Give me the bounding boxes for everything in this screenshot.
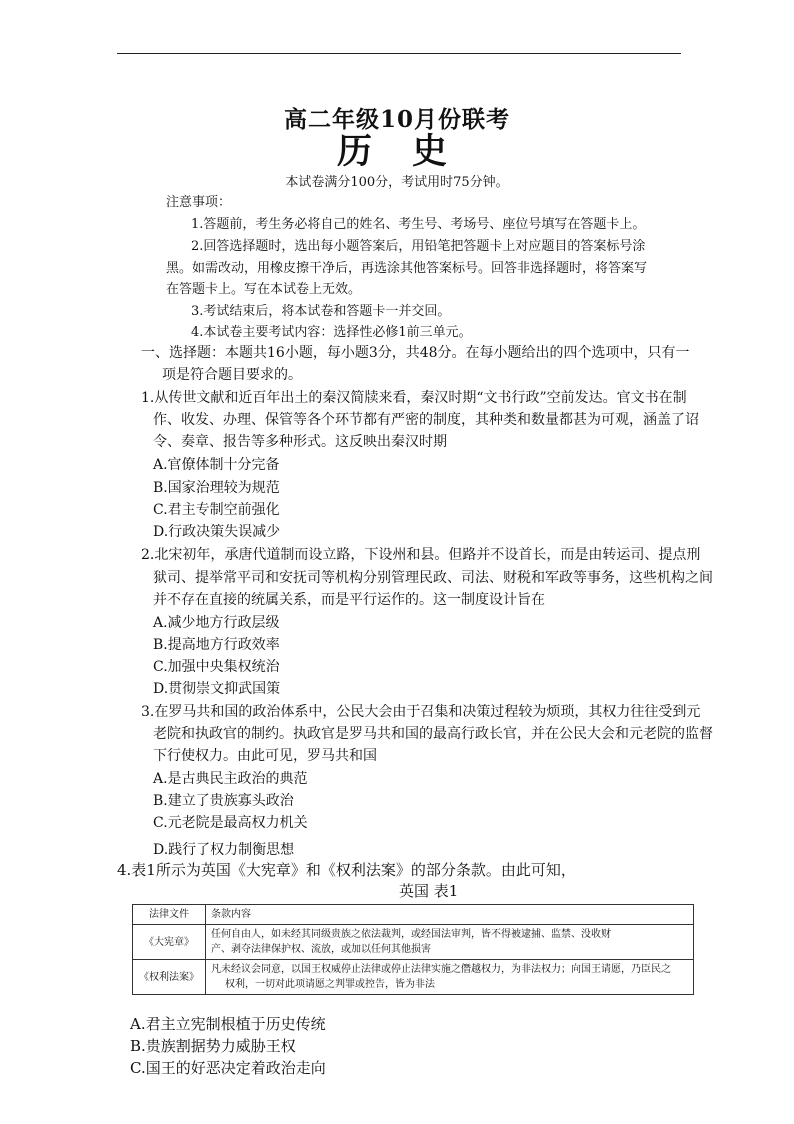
q1-option-b: B.国家治理较为规范 xyxy=(153,480,280,496)
q2-stem-line-3: 并不存在直接的统属关系，而是平行运作的。这一制度设计旨在 xyxy=(153,592,545,608)
note-2-line-2: 黑。如需改动，用橡皮擦干净后，再选涂其他答案标号。回答非选择题时，将答案写 xyxy=(166,261,648,276)
q3-stem-line-3: 下行使权力。由此可见，罗马共和国 xyxy=(153,748,377,764)
q1-stem-line-2: 作、收发、办理、保管等各个环节都有严密的制度，其种类和数量都甚为可观，涵盖了诏 xyxy=(153,412,699,428)
q1-option-c: C.君主专制空前强化 xyxy=(153,502,280,518)
q1-stem-line-1: 1.从传世文献和近百年出土的秦汉简牍来看，秦汉时期“文书行政”空前发达。官文书在制 xyxy=(141,390,687,406)
q1-option-a: A.官僚体制十分完备 xyxy=(153,457,280,473)
q4-stem: 4.表1所示为英国《大宪章》和《权利法案》的部分条款。由此可知， xyxy=(117,861,576,879)
table-cell-content xyxy=(206,925,694,960)
subject-title: 历史 xyxy=(336,131,487,172)
score-info: 本试卷满分100分，考试用时75分钟。 xyxy=(285,175,509,190)
table-caption: 英国 表1 xyxy=(399,882,459,900)
q4-option-a: A.君主立宪制根植于历史传统 xyxy=(130,1015,326,1033)
content-line: 权利，一切对此项请愿之判罪或控告，皆为非法 xyxy=(225,979,435,990)
clauses-table xyxy=(132,904,694,995)
table-cell-document: 《权利法案》 xyxy=(133,960,206,995)
q2-stem-line-2: 狱司、提举常平司和安抚司等机构分别管理民政、司法、财税和军政等事务，这些机构之间 xyxy=(153,570,713,586)
exam-title: 高二年级10月份联考 xyxy=(283,106,510,133)
top-rule xyxy=(117,53,681,54)
section-1-line-2: 项是符合题目要求的。 xyxy=(162,367,302,383)
q2-option-c: C.加强中央集权统治 xyxy=(153,659,280,675)
q3-option-b: B.建立了贵族寡头政治 xyxy=(153,793,294,809)
note-1: 1.答题前，考生务必将自己的姓名、考生号、考场号、座位号填写在答题卡上。 xyxy=(191,217,646,232)
content-line: 凡未经议会同意，以国王权威停止法律或停止法律实施之僭越权力，为非法权力；向国王请愿，乃臣民之 xyxy=(211,964,671,975)
q4-option-b: B.贵族割据势力威胁王权 xyxy=(130,1037,296,1055)
q2-option-b: B.提高地方行政效率 xyxy=(153,637,280,653)
table-header-row xyxy=(133,905,694,925)
q3-option-d: D.践行了权力制衡思想 xyxy=(153,842,295,858)
table-row xyxy=(133,960,694,995)
note-2-line-1: 2.回答选择题时，选出每小题答案后，用铅笔把答题卡上对应题目的答案标号涂 xyxy=(191,239,646,254)
section-1-line-1: 一、选择题：本题共16小题，每小题3分，共48分。在每小题给出的四个选项中，只有一 xyxy=(141,345,690,361)
q1-option-d: D.行政决策失误减少 xyxy=(153,524,281,540)
note-2-line-3: 在答题卡上。写在本试卷上无效。 xyxy=(166,282,362,297)
content-line: 任何自由人，如未经其同级贵族之依法裁判，或经国法审判，皆不得被逮捕、监禁、没收财 xyxy=(211,929,611,940)
note-3: 3.考试结束后，将本试卷和答题卡一并交回。 xyxy=(191,304,451,319)
table-header-document: 法律文件 xyxy=(133,905,206,925)
q3-stem-line-1: 3.在罗马共和国的政治体系中，公民大会由于召集和决策过程较为烦琐，其权力往往受到元 xyxy=(141,704,701,720)
q3-option-a: A.是古典民主政治的典范 xyxy=(153,771,308,787)
notes-heading: 注意事项： xyxy=(166,195,232,210)
q2-stem-line-1: 2.北宋初年，承唐代道制而设立路，下设州和县。但路并不设首长，而是由转运司、提点刑 xyxy=(141,547,701,563)
q2-option-d: D.贯彻崇文抑武国策 xyxy=(153,681,281,697)
q3-stem-line-2: 老院和执政官的制约。执政官是罗马共和国的最高行政长官，并在公民大会和元老院的监督 xyxy=(153,726,713,742)
q2-option-a: A.减少地方行政层级 xyxy=(153,615,280,631)
table-row xyxy=(133,925,694,960)
q3-option-c: C.元老院是最高权力机关 xyxy=(153,815,308,831)
note-4: 4.本试卷主要考试内容：选择性必修1前三单元。 xyxy=(191,325,472,340)
q4-option-c: C.国王的好恶决定着政治走向 xyxy=(130,1059,326,1077)
table-header-content: 条款内容 xyxy=(206,905,694,925)
q1-stem-line-3: 令、奏章、报告等多种形式。这反映出秦汉时期 xyxy=(153,434,447,450)
table-cell-content xyxy=(206,960,694,995)
table-cell-document: 《大宪章》 xyxy=(133,925,206,960)
content-line: 产、剥夺法律保护权、流放，或加以任何其他损害 xyxy=(211,944,431,955)
